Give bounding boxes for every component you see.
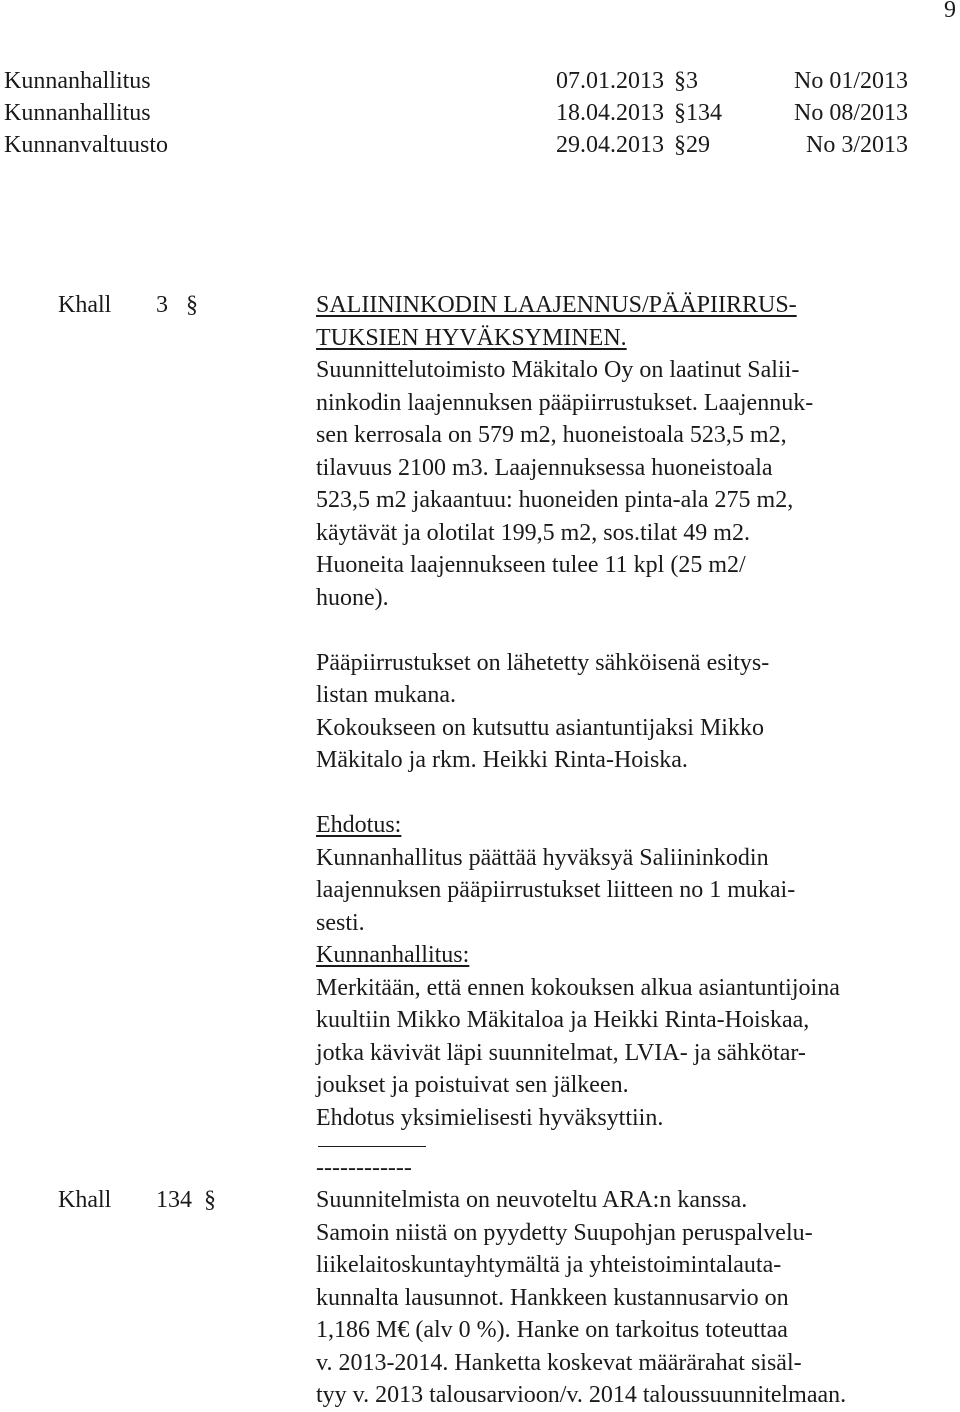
khall-3-intro-line: huone). [316,584,389,611]
proposal-line: sesti. [316,909,365,936]
khall-3-intro-line: sen kerrosala on 579 m2, huoneistoala 523,5 m2, [316,422,787,448]
khall-3-attach-line: Mäkitalo ja rkm. Heikki Rinta-Hoiska. [316,747,688,773]
header-number: No 08/2013 [794,100,908,126]
header-number: No 3/2013 [806,132,908,158]
header-body: Kunnanhallitus [4,100,151,126]
board-line: Ehdotus yksimielisesti hyväksyttiin. [316,1104,664,1131]
khall-3-intro-line: ninkodin laajennuksen pääpiirrustukset. Laajennuk- [316,389,814,416]
khall-134-number: 134 [156,1187,192,1213]
header-section: §29 [674,132,710,158]
khall-3-intro-line: käytävät ja olotilat 199,5 m2, sos.tilat 49 m2. [316,519,750,546]
khall-134-section-sign: § [204,1187,216,1213]
khall-134-line: Samoin niistä on pyydetty Suupohjan peruspalvelu- [316,1219,813,1246]
khall-134-line: Suunnitelmista on neuvoteltu ARA:n kanssa. [316,1187,748,1213]
khall-134-line: v. 2013-2014. Hanketta koskevat määrärahat sisäl- [316,1349,802,1376]
header-date: 18.04.2013 [556,100,664,126]
khall-3-attach-line: listan mukana. [316,682,456,708]
header-date: 29.04.2013 [556,132,664,158]
header-body: Kunnanhallitus [4,68,151,94]
proposal-line: Kunnanhallitus päättää hyväksyä Saliininkodin [316,844,769,871]
board-line: jotka kävivät läpi suunnitelmat, LVIA- ja sähkötar- [316,1039,806,1066]
khall-134-line: tyy v. 2013 talousarvioon/v. 2014 taloussuunnitelmaan. [316,1382,847,1408]
khall-134-label: Khall [58,1187,112,1213]
khall-3-attach-line: Kokoukseen on kutsuttu asiantuntijaksi Mikko [316,714,764,741]
board-line: Merkitään, että ennen kokouksen alkua asiantuntijoina [316,974,840,1001]
khall-3-title-line: SALIININKODIN LAAJENNUS/PÄÄPIIRRUS- [316,292,797,318]
separator-dashes: ------------ [316,1155,412,1181]
board-heading: Kunnanhallitus: [316,942,470,968]
khall-3-intro-line: Huoneita laajennukseen tulee 11 kpl (25 m2/ [316,552,746,578]
khall-3-intro-line: 523,5 m2 jakaantuu: huoneiden pinta-ala 275 m2, [316,487,794,513]
khall-134-line: liikelaitoskuntayhtymältä ja yhteistoimintalauta- [316,1252,782,1278]
khall-134-line: kunnalta lausunnot. Hankkeen kustannusarvio on [316,1284,789,1311]
separator-rule [318,1146,426,1147]
khall-134-line: 1,186 M€ (alv 0 %). Hanke on tarkoitus toteuttaa [316,1317,788,1343]
header-section: §3 [674,68,698,94]
proposal-heading: Ehdotus: [316,812,402,838]
header-section: §134 [674,100,722,126]
header-number: No 01/2013 [794,68,908,94]
khall-134-body [316,1184,950,1412]
khall-3-attach-line: Pääpiirrustukset on lähetetty sähköisenä esitys- [316,649,770,676]
khall-3-intro-line: tilavuus 2100 m3. Laajennuksessa huoneistoala [316,454,773,481]
khall-3-number: 3 [156,292,168,318]
khall-3-intro-line: Suunnittelutoimisto Mäkitalo Oy on laatinut Salii- [316,357,800,383]
board-line: kuultiin Mikko Mäkitaloa ja Heikki Rinta-Hoiskaa, [316,1007,810,1033]
khall-3-section-sign: § [186,292,198,318]
proposal-line: laajennuksen pääpiirrustukset liitteen no 1 mukai- [316,877,796,903]
khall-3-title-line: TUKSIEN HYVÄKSYMINEN. [316,324,627,351]
header-body: Kunnanvaltuusto [4,132,168,158]
header-date: 07.01.2013 [556,68,664,94]
khall-3-body [316,289,950,1134]
khall-3-label: Khall [58,292,112,318]
page-number: 9 [944,0,956,23]
board-line: joukset ja poistuivat sen jälkeen. [316,1072,629,1098]
